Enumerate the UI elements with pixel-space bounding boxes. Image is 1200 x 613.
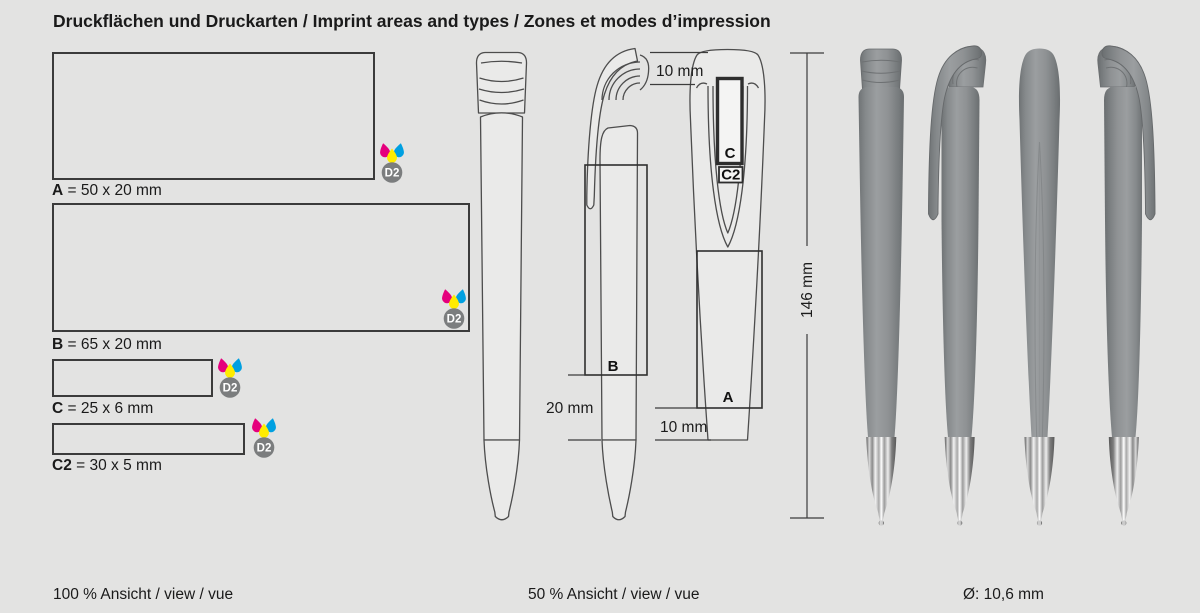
pen-outline-back-view [477,53,527,520]
zone-b-letter: B [607,358,619,375]
caption-scale-50: 50 % Ansicht / view / vue [528,586,700,603]
imprint-box-c2 [52,423,245,455]
pen-photo-back-view [859,49,905,526]
caption-scale-100: 100 % Ansicht / view / vue [53,586,234,603]
pen-photo-side-view [929,46,986,526]
imprint-box-b [52,203,470,332]
imprint-label-b-size: = 65 x 20 mm [67,336,162,353]
dim-length-label: 146 mm [799,262,816,318]
print-method-icon-d2-a [379,143,405,183]
d2-label: D2 [256,442,272,455]
zone-a-letter: A [722,389,734,406]
dim-tip-label: 10 mm [660,419,708,436]
imprint-label-c-name: C [52,400,64,417]
d2-label: D2 [446,313,462,326]
pen-photo-side-view-mirrored [1098,46,1155,526]
imprint-label-c-size: = 25 x 6 mm [67,400,154,417]
technical-drawing [460,40,840,540]
imprint-label-b [52,336,162,354]
caption-diameter: Ø: 10,6 mm [963,586,1044,603]
imprint-label-a [52,182,162,200]
imprint-box-a [52,52,375,180]
print-method-icon-d2-c [217,358,243,398]
imprint-label-a-name: A [52,182,64,199]
imprint-box-c [52,359,213,397]
d2-label: D2 [384,167,400,180]
imprint-label-a-size: = 50 x 20 mm [67,182,162,199]
imprint-label-c2 [52,457,162,475]
print-method-icon-d2-c2 [251,418,277,458]
d2-label: D2 [222,382,238,395]
imprint-label-c2-name: C2 [52,457,72,474]
imprint-label-b-name: B [52,336,64,353]
pen-photo-front-view [1019,49,1060,526]
imprint-label-c [52,400,153,418]
dim-clip-top-label: 10 mm [656,63,704,80]
zone-c-letter: C [724,145,736,162]
page-title: Druckflächen und Druckarten / Imprint areas and types / Zones et modes d’impression [53,11,771,31]
cmy-drops-icon [379,143,405,163]
zone-c2-letter: C2 [721,166,741,184]
product-photo-views [840,40,1170,545]
cmy-drops-icon [217,358,243,378]
pen-outline-side-view [587,49,649,520]
cmy-drops-icon [251,418,277,438]
imprint-label-c2-size: = 30 x 5 mm [76,457,162,474]
dim-grip-label: 20 mm [546,400,594,417]
